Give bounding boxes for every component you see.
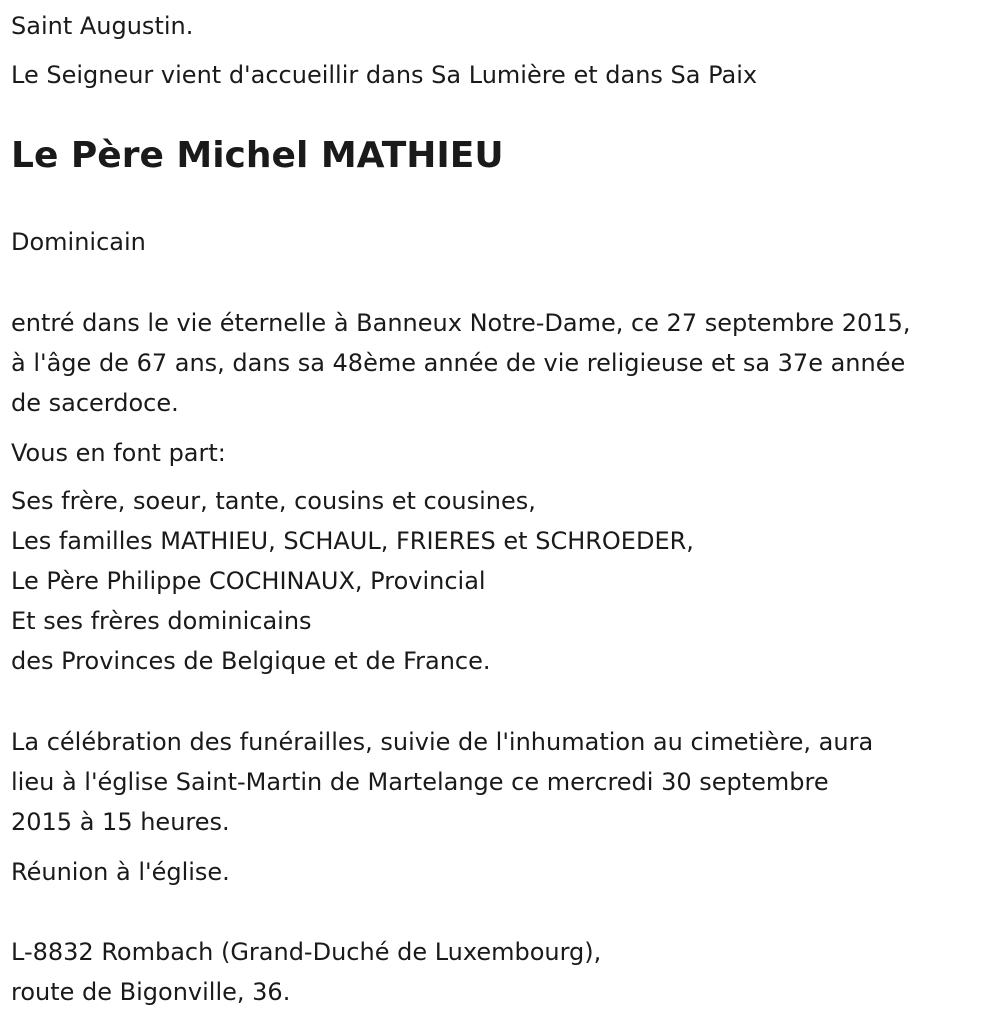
gathering-note: Réunion à l'église. <box>11 858 230 886</box>
family-member-line: Le Père Philippe COCHINAUX, Provincial <box>11 567 486 595</box>
death-notice-line: de sacerdoce. <box>11 389 179 417</box>
funeral-paragraph <box>11 722 991 842</box>
death-notice-paragraph <box>11 303 991 423</box>
family-member-line: Ses frère, soeur, tante, cousins et cousines, <box>11 487 536 515</box>
funeral-line: La célébration des funérailles, suivie de l'inhumation au cimetière, aura <box>11 728 874 756</box>
quote-attribution: Saint Augustin. <box>11 12 194 40</box>
family-member-line: des Provinces de Belgique et de France. <box>11 647 491 675</box>
address-block <box>11 932 991 1012</box>
death-notice-line: entré dans le vie éternelle à Banneux Notre-Dame, ce 27 septembre 2015, <box>11 309 911 337</box>
family-heading: Vous en font part: <box>11 439 226 467</box>
address-line-1: L-8832 Rombach (Grand-Duché de Luxembourg), <box>11 938 602 966</box>
family-members-list <box>11 481 991 681</box>
religious-order: Dominicain <box>11 228 146 256</box>
announcement-text: Le Seigneur vient d'accueillir dans Sa Lumière et dans Sa Paix <box>11 61 758 89</box>
address-line-2: route de Bigonville, 36. <box>11 978 291 1006</box>
funeral-line: lieu à l'église Saint-Martin de Martelange ce mercredi 30 septembre <box>11 768 829 796</box>
family-member-line: Et ses frères dominicains <box>11 607 312 635</box>
deceased-name: Le Père Michel MATHIEU <box>11 135 504 176</box>
death-notice-line: à l'âge de 67 ans, dans sa 48ème année de vie religieuse et sa 37e année <box>11 349 906 377</box>
family-member-line: Les familles MATHIEU, SCHAUL, FRIERES et SCHROEDER, <box>11 527 694 555</box>
funeral-line: 2015 à 15 heures. <box>11 808 230 836</box>
